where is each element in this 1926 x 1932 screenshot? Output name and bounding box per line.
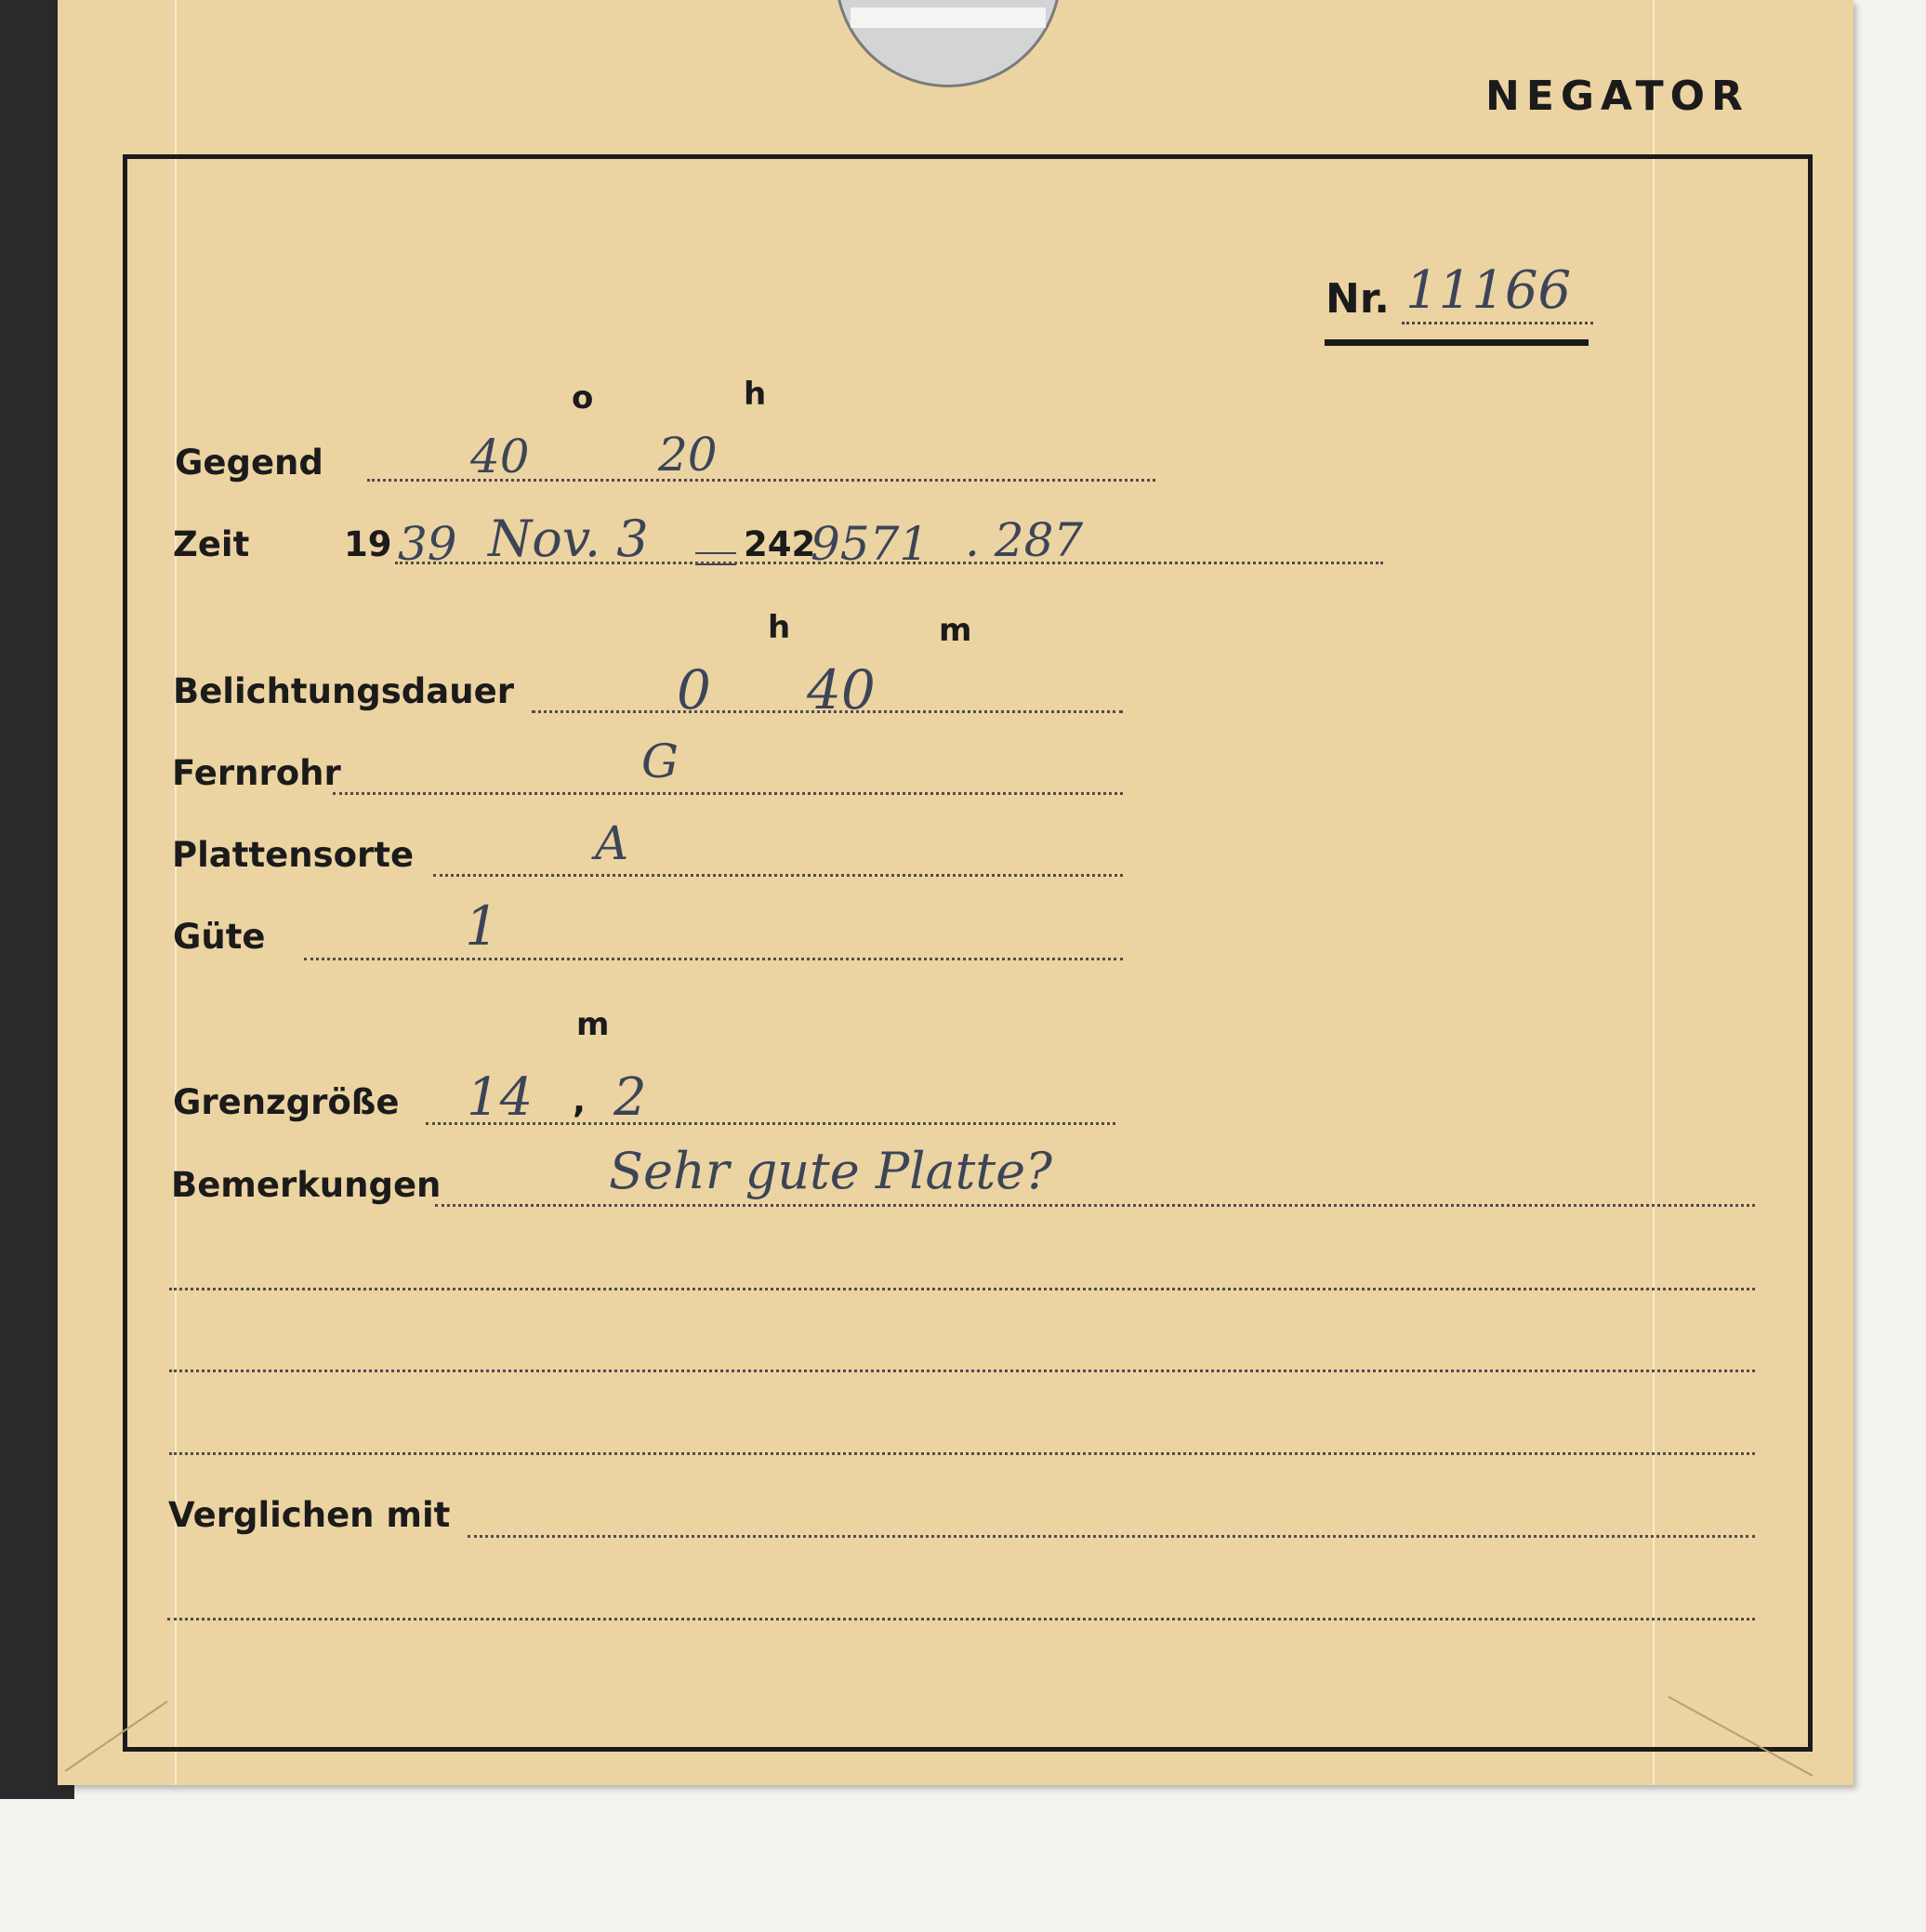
limit-magnitude-field-line xyxy=(426,1122,1115,1125)
remarks-extra-line-2 xyxy=(169,1370,1755,1372)
zeit-jd-prefix: 242 xyxy=(744,524,816,564)
zeit-jd-value[interactable]: 9571 xyxy=(811,517,930,571)
zeit-year-prefix: 19 xyxy=(344,524,392,564)
limit-magnitude-unit: m xyxy=(576,1006,610,1043)
telescope-value[interactable]: G xyxy=(641,734,679,788)
compared-with-extra-line xyxy=(167,1618,1755,1621)
fold-corner-right xyxy=(1659,1687,1827,1790)
gegend-field-line xyxy=(367,479,1155,482)
gegend-unit-degree: o xyxy=(572,379,594,417)
plate-type-label: Plattensorte xyxy=(172,835,415,875)
limit-magnitude-label: Grenzgröße xyxy=(173,1082,400,1122)
remarks-label: Bemerkungen xyxy=(171,1165,442,1205)
gegend-label: Gegend xyxy=(175,443,323,483)
telescope-field-line xyxy=(333,792,1123,795)
zeit-label: Zeit xyxy=(173,524,250,564)
remarks-value[interactable]: Sehr gute Platte? xyxy=(609,1142,1052,1200)
limit-magnitude-integer[interactable]: 14 xyxy=(467,1067,534,1128)
remarks-field-line xyxy=(435,1204,1755,1207)
exposure-label: Belichtungsdauer xyxy=(173,671,514,711)
gegend-value-degree[interactable]: 40 xyxy=(470,430,530,483)
zeit-jd-fraction[interactable]: . 287 xyxy=(965,513,1084,567)
plate-type-value[interactable]: A xyxy=(595,816,629,870)
number-field-line xyxy=(1402,322,1593,324)
quality-label: Güte xyxy=(173,917,266,957)
quality-value[interactable]: 1 xyxy=(465,894,499,958)
compared-with-label: Verglichen mit xyxy=(168,1495,451,1535)
exposure-unit-hour: h xyxy=(768,609,791,646)
exposure-value-minute[interactable]: 40 xyxy=(807,658,876,721)
quality-field-line xyxy=(304,958,1123,960)
number-underline xyxy=(1325,339,1589,346)
limit-magnitude-separator: , xyxy=(573,1080,587,1120)
telescope-label: Fernrohr xyxy=(172,753,341,793)
limit-magnitude-decimal[interactable]: 2 xyxy=(613,1067,647,1128)
gegend-value-hour[interactable]: 20 xyxy=(658,428,718,482)
exposure-value-hour[interactable]: 0 xyxy=(677,658,711,721)
plate-edge xyxy=(851,7,1046,28)
exposure-field-line xyxy=(532,710,1123,713)
exposure-unit-minute: m xyxy=(939,612,972,649)
brand-title: NEGATOR xyxy=(1485,73,1749,120)
remarks-extra-line-1 xyxy=(169,1288,1755,1290)
zeit-date-value[interactable]: Nov. 3 xyxy=(488,509,649,568)
number-label: Nr. xyxy=(1326,275,1390,323)
fold-corner-left xyxy=(56,1692,177,1785)
compared-with-field-line xyxy=(468,1535,1755,1538)
remarks-extra-line-3 xyxy=(169,1452,1755,1455)
number-value[interactable]: 11166 xyxy=(1405,260,1572,321)
zeit-field-line xyxy=(395,562,1383,564)
gegend-unit-hour: h xyxy=(744,376,767,413)
zeit-year-value[interactable]: 39 xyxy=(398,517,457,571)
plate-type-field-line xyxy=(433,874,1123,877)
